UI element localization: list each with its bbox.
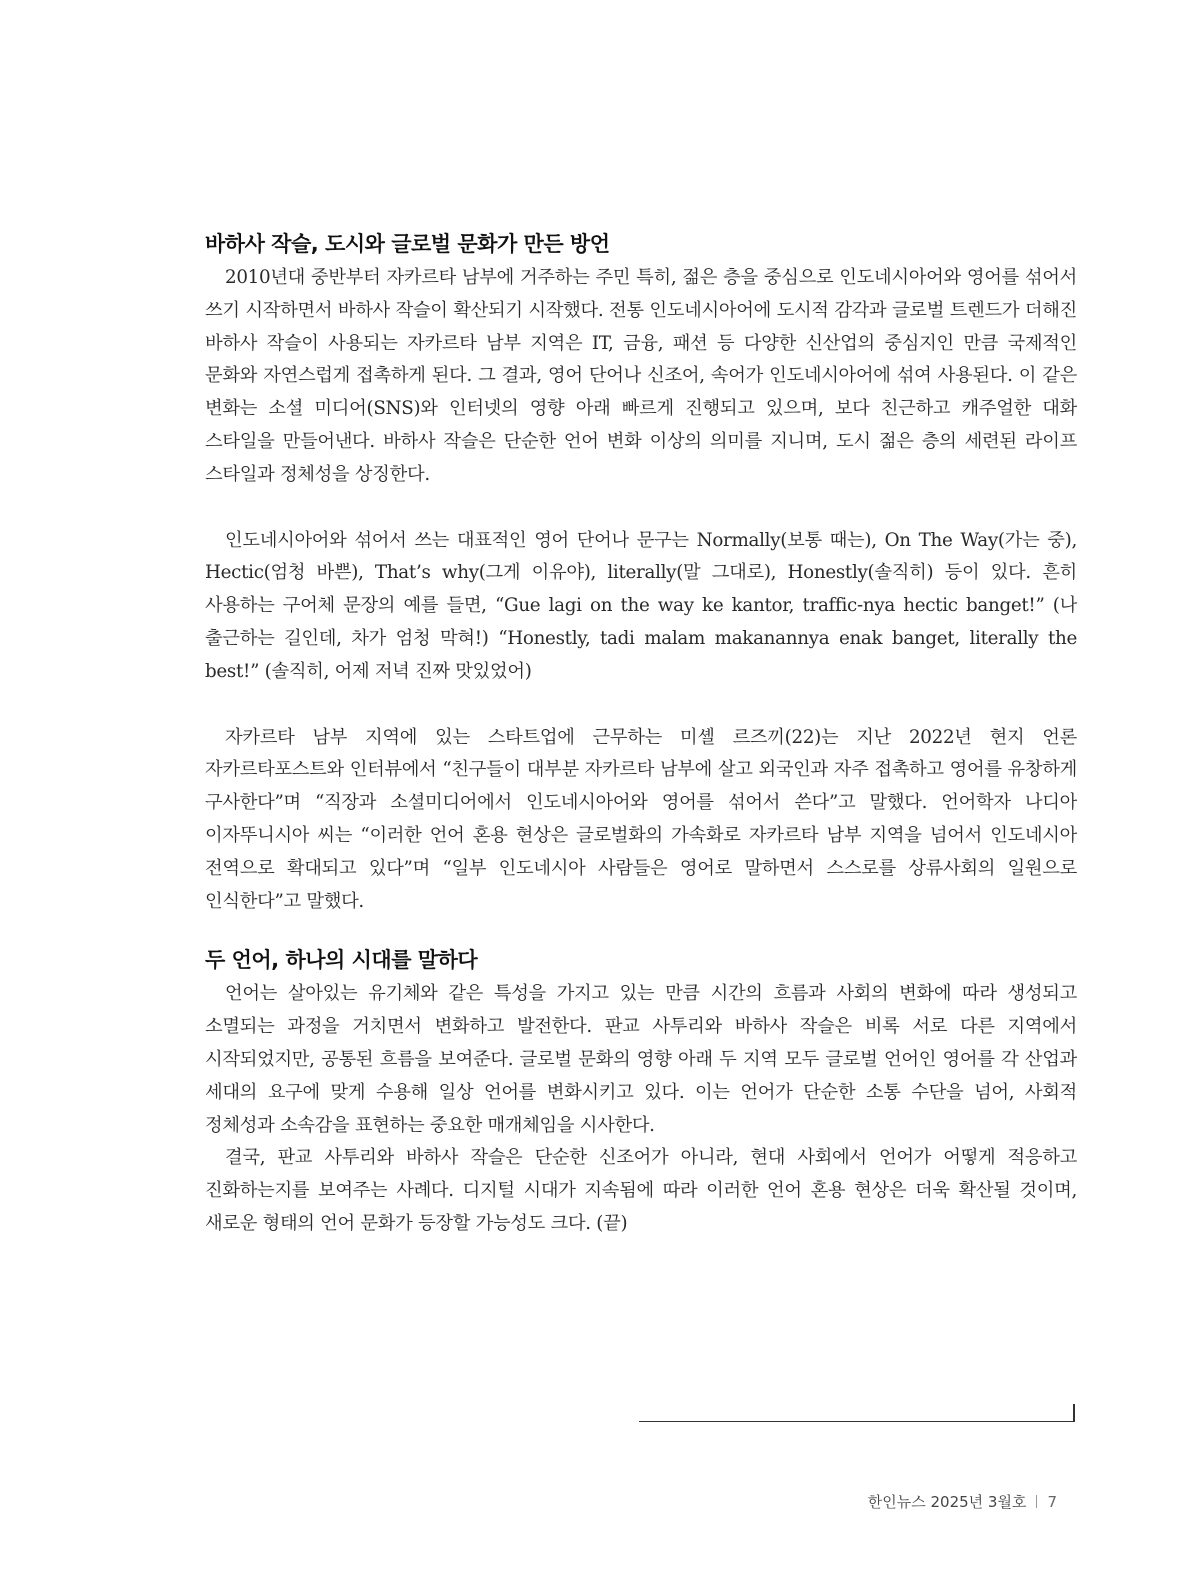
article-end-rule-tick <box>1073 1404 1075 1422</box>
page-number: 7 <box>1047 1492 1057 1511</box>
paragraph-gap <box>205 492 1077 525</box>
footer-divider <box>1036 1495 1037 1508</box>
page-footer <box>868 1491 1057 1512</box>
paragraph: 자카르타 남부 지역에 있는 스타트업에 근무하는 미셸 르즈끼(22)는 지난 2022년 현지 언론 자카르타포스트와 인터뷰에서 “친구들이 대부분 자카르타 남부에 살고 외국인과 자주 접촉하고 영어를 유창하게 구사한다”며 “직장과 소셜미디어에서 인도네시아어와 영어를 섞어서 쓴다”고 말했다. 언어학자 나디아 이자뚜니시아 씨는 “이러한 언어 혼용 현상은 글로벌화의 가속화로 자카르타 남부 지역을 넘어서 인도네시아 전역으로 확대되고 있다”며 “일부 인도네시아 사람들은 영어로 말하면서 스스로를 상류사회의 일원으로 인식한다”고 말했다. <box>205 726 1077 912</box>
article-end-rule <box>639 1421 1075 1422</box>
article-body <box>205 228 1077 1241</box>
section-gap <box>205 918 1077 944</box>
publication-name: 한인뉴스 2025년 3월호 <box>867 1493 1027 1511</box>
paragraph: 언어는 살아있는 유기체와 같은 특성을 가지고 있는 만큼 시간의 흐름과 사회의 변화에 따라 생성되고 소멸되는 과정을 거치면서 변화하고 발전한다. 판교 사투리와 바하사 작슬은 비록 서로 다른 지역에서 시작되었지만, 공통된 흐름을 보여준다. 글로벌 문화의 영향 아래 두 지역 모두 글로벌 언어인 영어를 각 산업과 세대의 요구에 맞게 수용해 일상 언어를 변화시키고 있다. 이는 언어가 단순한 소통 수단을 넘어, 사회적 정체성과 소속감을 표현하는 중요한 매개체임을 시사한다. <box>205 983 1077 1136</box>
section-heading-bahasa-jaksel: 바하사 작슬, 도시와 글로벌 문화가 만든 방언 <box>205 232 610 256</box>
paragraph: 인도네시아어와 섞어서 쓰는 대표적인 영어 단어나 문구는 Normally(보통 때는), On The Way(가는 중), Hectic(엄청 바쁜), That’s why(그게 이유야), literally(말 그대로), Honestly(솔직히) 등이 있다. 흔히 사용하는 구어체 문장의 예를 들면, “Gue lagi on the way ke kantor, traffic-nya hectic banget!” (나 출근하는 길인데, 차가 엄청 막혀!) “Honestly, tadi malam makanannya enak banget, literally the best!” (솔직히, 어제 저녁 진짜 맛있었어) <box>205 529 1077 682</box>
paragraph: 2010년대 중반부터 자카르타 남부에 거주하는 주민 특히, 젊은 층을 중심으로 인도네시아어와 영어를 섞어서 쓰기 시작하면서 바하사 작슬이 확산되기 시작했다. 전통 인도네시아어에 도시적 감각과 글로벌 트렌드가 더해진 바하사 작슬이 사용되는 자카르타 남부 지역은 IT, 금융, 패션 등 다양한 신산업의 중심지인 만큼 국제적인 문화와 자연스럽게 접촉하게 된다. 그 결과, 영어 단어나 신조어, 속어가 인도네시아어에 섞여 사용된다. 이 같은 변화는 소셜 미디어(SNS)와 인터넷의 영향 아래 빠르게 진행되고 있으며, 보다 친근하고 캐주얼한 대화 스타일을 만들어낸다. 바하사 작슬은 단순한 언어 변화 이상의 의미를 지니며, 도시 젊은 층의 세련된 라이프 스타일과 정체성을 상징한다. <box>205 267 1077 485</box>
paragraph: 결국, 판교 사투리와 바하사 작슬은 단순한 신조어가 아니라, 현대 사회에서 언어가 어떻게 적응하고 진화하는지를 보여주는 사례다. 디지털 시대가 지속됨에 따라 이러한 언어 혼용 현상은 더욱 확산될 것이며, 새로운 형태의 언어 문화가 등장할 가능성도 크다. (끝) <box>205 1147 1077 1234</box>
section-heading-two-languages: 두 언어, 하나의 시대를 말하다 <box>205 948 478 973</box>
paragraph-gap <box>205 689 1077 722</box>
